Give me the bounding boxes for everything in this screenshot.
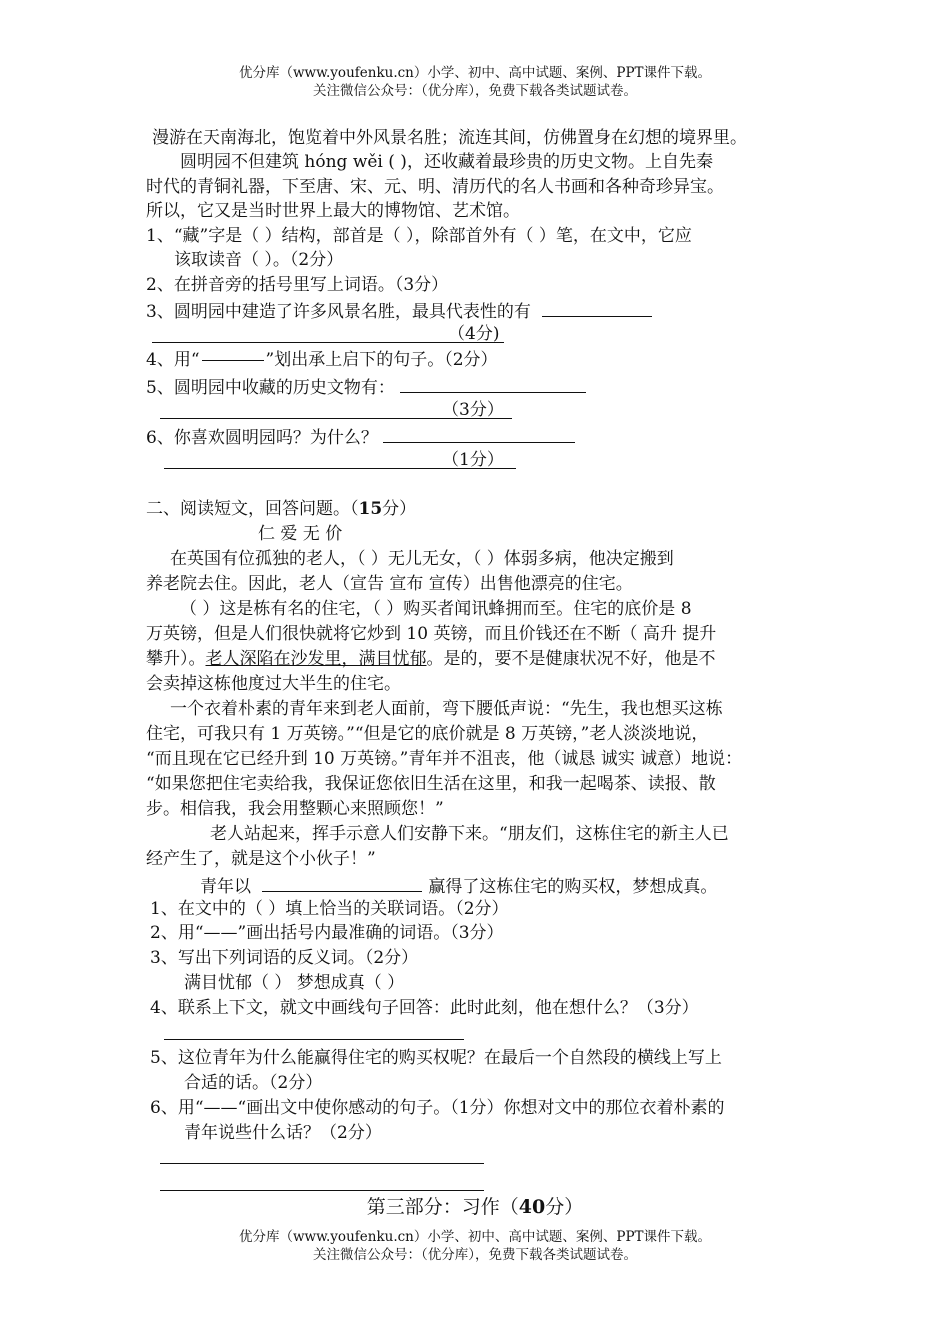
- question-5-text: 5、圆明园中收藏的历史文物有：: [146, 378, 395, 398]
- question-4: [146, 349, 498, 371]
- underlined-sentence: 老人深陷在沙发里，满目忧郁: [205, 649, 427, 669]
- answer-blank[interactable]: [383, 424, 575, 443]
- story-line: 经产生了，就是这个小伙子！”: [146, 849, 376, 869]
- answer-line[interactable]: [164, 1039, 464, 1040]
- question-6-text: 6、你喜欢圆明园吗？为什么？: [146, 428, 378, 448]
- story-line: [146, 648, 716, 670]
- question-4-post: ”划出承上启下的句子。（2分）: [265, 350, 498, 370]
- question-6: [146, 424, 575, 449]
- question-2-4: 4、联系上下文，就文中画线句子回答：此时此刻，他在想什么？（3分）: [150, 998, 699, 1018]
- answer-line[interactable]: [160, 1163, 484, 1164]
- answer-blank[interactable]: [400, 374, 586, 393]
- question-6-score: （1分）: [442, 450, 504, 470]
- section-3-score: 40: [518, 1196, 546, 1218]
- question-2-6-line-a: 6、用“——“画出文中使你感动的句子。（1分）你想对文中的那位衣着朴素的: [150, 1098, 725, 1118]
- section-3-title-text: 第三部分：习作（: [366, 1196, 519, 1218]
- story-line: 一个衣着朴素的青年来到老人面前，弯下腰低声说：“先生，我也想买这栋: [170, 699, 723, 719]
- question-5: [146, 374, 586, 399]
- question-2-5-line-a: 5、这位青年为什么能赢得住宅的购买权呢？在最后一个自然段的横线上写上: [150, 1048, 722, 1068]
- header-line-2: 关注微信公众号：（优分库），免费下载各类试题试卷。: [313, 83, 637, 99]
- answer-blank[interactable]: [542, 298, 652, 317]
- question-5-score: （3分）: [442, 400, 504, 420]
- story-text: 。是的，要不是健康状况不好，他是不: [426, 649, 716, 669]
- story-last-line: [200, 873, 717, 898]
- story-line: 万英镑，但是人们很快就将它炒到 10 英镑，而且价钱还在不断（ 高升 提升: [146, 624, 717, 644]
- question-4-pre: 4、用“: [146, 350, 200, 370]
- question-2-2: 2、用“——”画出括号内最准确的词语。（3分）: [150, 923, 504, 943]
- passage-line: 时代的青铜礼器，下至唐、宋、元、明、清历代的名人书画和各种奇珍异宝。: [146, 177, 724, 197]
- question-1-line-b: 该取读音（ ）。（2分）: [174, 250, 344, 270]
- footer-line-2: 关注微信公众号：（优分库），免费下载各类试题试卷。: [313, 1247, 637, 1263]
- story-text: 青年以: [200, 877, 251, 897]
- story-text: 攀升）。: [146, 649, 206, 669]
- story-text: 赢得了这栋住宅的购买权，梦想成真。: [428, 877, 718, 897]
- story-line: “如果您把住宅卖给我，我保证您依旧生活在这里，和我一起喝茶、读报、散: [146, 774, 716, 794]
- section-3-title: [0, 1195, 950, 1219]
- header-line-1: 优分库（www.youfenku.cn）小学、初中、高中试题、案例、PPT课件下载。: [238, 65, 712, 81]
- question-1-line-a: 1、“藏”字是（ ）结构，部首是（ ），除部首外有（ ）笔，在文中，它应: [146, 226, 692, 246]
- footer-line-1: 优分库（www.youfenku.cn）小学、初中、高中试题、案例、PPT课件下载。: [238, 1229, 712, 1245]
- section-2-title: [146, 498, 416, 520]
- question-2-6-line-b: 青年说些什么话？（2分）: [184, 1123, 382, 1143]
- story-line: 在英国有位孤独的老人，（ ）无儿无女，（ ）体弱多病，他决定搬到: [170, 549, 674, 569]
- question-3-text: 3、圆明园中建造了许多风景名胜，最具代表性的有: [146, 302, 531, 322]
- story-line: 步。相信我，我会用整颗心来照顾您！”: [146, 799, 444, 819]
- story-title: 仁 爱 无 价: [258, 524, 343, 544]
- question-2-1: 1、在文中的（ ）填上恰当的关联词语。（2分）: [150, 899, 509, 919]
- story-line: 老人站起来，挥手示意人们安静下来。“朋友们，这栋住宅的新主人已: [210, 824, 729, 844]
- section-2-title-text: 二、阅读短文，回答问题。（: [146, 499, 359, 519]
- passage-line: 漫游在天南海北，饱览着中外风景名胜；流连其间，仿佛置身在幻想的境界里。: [152, 128, 747, 148]
- answer-blank[interactable]: [262, 873, 422, 892]
- question-2: 2、在拼音旁的括号里写上词语。（3分）: [146, 275, 449, 295]
- question-2-5-line-b: 合适的话。（2分）: [184, 1073, 323, 1093]
- question-3: [146, 298, 652, 323]
- story-line: （ ）这是栋有名的住宅，（ ）购买者闻讯蜂拥而至。住宅的底价是 8: [180, 599, 692, 619]
- section-3-title-end: 分）: [545, 1196, 584, 1218]
- question-3-score: （4分): [448, 324, 500, 344]
- story-line: 养老院去住。因此，老人（宣告 宣布 宣传）出售他漂亮的住宅。: [146, 574, 633, 594]
- passage-line: 圆明园不但建筑 hóng wěi ( )，还收藏着最珍贵的历史文物。上自先秦: [180, 152, 713, 172]
- answer-line[interactable]: [160, 1190, 484, 1191]
- passage-line: 所以，它又是当时世界上最大的博物馆、艺术馆。: [146, 201, 520, 221]
- question-2-3: 3、写出下列词语的反义词。（2分）: [150, 948, 419, 968]
- section-2-title-end: 分）: [382, 499, 417, 519]
- section-2-score: 15: [358, 499, 383, 519]
- story-line: 会卖掉这栋他度过大半生的住宅。: [146, 674, 401, 694]
- story-line: 住宅，可我只有 1 万英镑。”“但是它的底价就是 8 万英镑，”老人淡淡地说，: [146, 724, 709, 744]
- story-line: “而且现在它已经升到 10 万英镑。”青年并不沮丧，他（诚恳 诚实 诚意）地说：: [146, 749, 743, 769]
- antonym-words: 满目忧郁（ ） 梦想成真（ ）: [184, 973, 405, 993]
- underline-mark-sample: [202, 360, 264, 361]
